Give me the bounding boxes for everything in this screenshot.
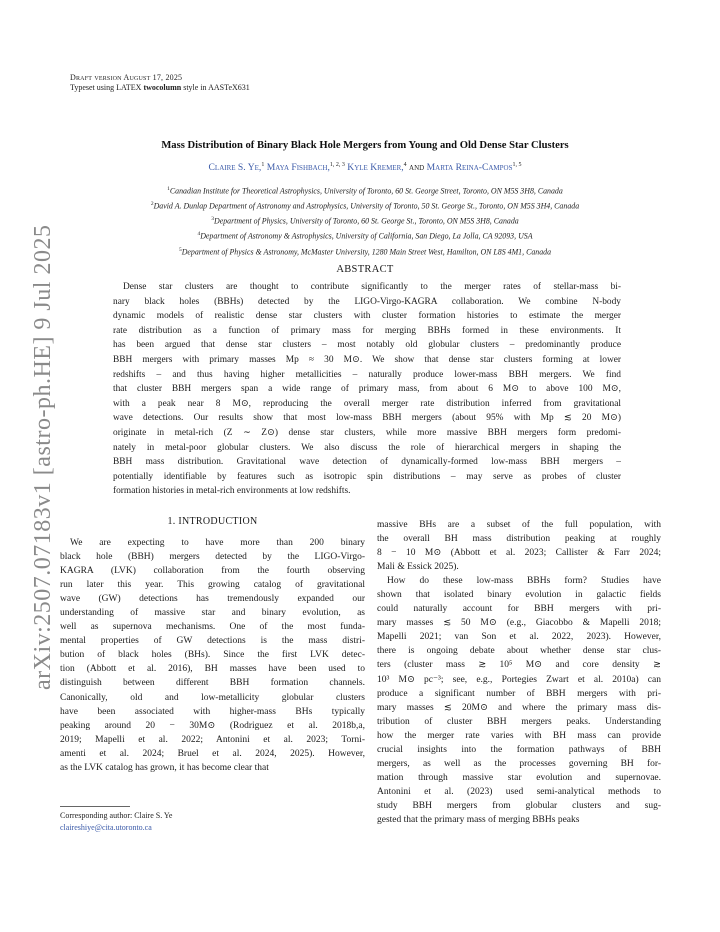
body-line: mary masses ≲ 50 M⊙ (e.g., Giacobbo & Mapelli 2018; — [377, 618, 661, 629]
body-line: How do these low-mass BBHs form? Studies have — [387, 576, 661, 587]
affiliation-marker: 4 — [197, 231, 201, 238]
body-line: understanding of massive star and binary evolution, as — [60, 608, 365, 619]
body-line: shown that isolated binary evolution in galactic fields — [377, 590, 661, 601]
body-line: bution of black holes (BHs). Since the first LVK detec- — [60, 650, 365, 661]
affiliation-line — [40, 213, 690, 228]
corresponding-author-footnote — [60, 810, 172, 834]
body-line: KAGRA (LVK) collaboration from the fourth observing — [60, 566, 365, 577]
body-line: the overall BH mass distribution peaking at roughly — [377, 534, 661, 545]
body-line: 2019; Mapelli et al. 2022; Antonini et al. 2023; Torni- — [60, 734, 365, 745]
author-conjunction: and — [409, 162, 427, 174]
affiliation-line — [40, 183, 690, 198]
author-affiliation-marker: 1, 2, 3 — [329, 162, 345, 168]
author-name[interactable]: Kyle Kremer, — [347, 162, 404, 174]
affiliation-text: Canadian Institute for Theoretical Astrophysics, University of Toronto, 60 St. George Street, Toronto, ON M5S 3H8, Canada — [169, 186, 563, 196]
abstract-line: originate in metal-rich (Z ∼ Z⊙) dense star clusters, while more massive BBH mergers form predomi- — [113, 427, 621, 438]
abstract-line: potentially identifiable by features such as isotropic spin distributions – may serve as probes of cluster — [113, 471, 621, 482]
abstract-line: with a peak near 8 M⊙, reproducing the overall merger rate distribution inferred from gravitational — [113, 398, 621, 409]
body-line: massive BHs are a subset of the full population, with — [377, 520, 661, 530]
abstract-line: rate distribution as a function of primary mass for merging BBHs formed in these environments. It — [113, 325, 621, 336]
body-column-left — [60, 536, 365, 775]
author-name[interactable]: Claire S. Ye, — [208, 162, 262, 174]
body-line: wave (GW) detections has tremendously expanded our — [60, 594, 365, 605]
body-line: Canonically, old and low-metallicity globular clusters — [60, 692, 365, 703]
body-line: We are expecting to have more than 200 binary — [70, 538, 365, 548]
body-line: mental properties of GW detections is the mass distri- — [60, 636, 365, 647]
abstract-body — [113, 280, 621, 499]
abstract-line: formation histories in metal-rich environments at low redshifts. — [113, 486, 351, 497]
abstract-line: wave detections. Our results show that most low-mass BBH mergers (about 95% with Mp ≲ 20 M⊙) — [113, 413, 621, 424]
author-name[interactable]: Marta Reina-Campos — [426, 162, 513, 174]
body-line: have been associated with higher-mass BHs typically — [60, 706, 365, 717]
abstract-line: dynamic models of realistic dense star clusters with cluster formation histories to estimate the merger — [113, 311, 621, 322]
abstract-line: has been argued that dense star clusters – most notably old globular clusters – predominantly produce — [113, 340, 621, 351]
section-heading-introduction: 1. INTRODUCTION — [167, 516, 258, 527]
body-line: there is ongoing debate about whether dense star clus- — [377, 646, 661, 657]
latex-logo: LATEX — [116, 83, 142, 92]
body-line: Mapelli 2021; van Son et al. 2022, 2023). However, — [377, 632, 661, 643]
abstract-line: BBH mass distribution. Gravitational wave detection of dynamically-formed low-mass BBH mergers – — [113, 457, 621, 468]
footnote-divider — [60, 806, 130, 807]
abstract-line: BBH mergers with primary masses Mp ≈ 30 M⊙. We show that dense star clusters forming at lower — [113, 354, 621, 365]
body-line: as the LVK catalog has grown, it has become clear that — [60, 762, 269, 773]
arxiv-identifier-stamp: arXiv:2507.07183v1 [astro-ph.HE] 9 Jul 2025 — [30, 224, 56, 690]
abstract-heading: ABSTRACT — [336, 264, 394, 275]
affiliation-marker: 5 — [178, 246, 182, 253]
author-affiliation-marker: 1, 5 — [512, 162, 522, 168]
body-line: 10³ M⊙ pc⁻³; see, e.g., Portegies Zwart et al. 2010a) can — [377, 674, 661, 685]
author-affiliation-marker: 4 — [403, 162, 407, 168]
typeset-line: Typeset using LATEX twocolumn style in AASTeX631 — [70, 83, 250, 92]
affiliation-text: Department of Physics & Astronomy, McMaster University, 1280 Main Street West, Hamilton, ON L8S 4M1, Canada — [181, 247, 552, 257]
abstract-line: nately in metal-poor globular clusters. We also discuss the role of hierarchical mergers in shaping the — [113, 442, 621, 453]
author-name[interactable]: Maya Fishbach, — [266, 162, 330, 174]
body-line: tion (Abbott et al. 2016), BH masses have been used to — [60, 664, 365, 675]
affiliation-text: Department of Astronomy & Astrophysics, University of California, San Diego, La Jolla, CA 92093, USA — [200, 232, 533, 241]
abstract-line: nary black holes (BBHs) detected by the LIGO-Virgo-KAGRA collaboration. We combine N-body — [113, 296, 621, 307]
author-affiliation-marker: 1 — [261, 162, 265, 168]
affiliation-text: Department of Physics, University of Toronto, 60 St. George St., Toronto, ON M5S 3H8, Canada — [214, 216, 519, 226]
body-line: Mali & Essick 2025). — [377, 562, 459, 573]
abstract-line: that cluster BBH mergers span a wide range of primary mass, from about 6 M⊙ to above 100 M⊙, — [113, 384, 621, 395]
body-line: mergers, as well as the processes governing BH for- — [377, 758, 661, 769]
author-list — [70, 162, 660, 173]
body-line: mation through massive star evolution and supernovae. — [377, 772, 661, 783]
affiliation-marker: 3 — [211, 216, 214, 223]
affiliation-text: David A. Dunlap Department of Astronomy and Astrophysics, University of Toronto, 50 St. George St., Toronto, ON M5S 3H4, Canada — [153, 201, 580, 211]
body-line: could naturally account for BBH mergers with pri- — [377, 604, 661, 615]
draft-header — [70, 73, 250, 93]
body-line: black hole (BBH) mergers detected by the LIGO-Virgo- — [60, 552, 365, 563]
affiliation-marker: 2 — [150, 201, 154, 208]
body-line: gested that the primary mass of merging BBHs peaks — [377, 814, 580, 825]
paper-title: Mass Distribution of Binary Black Hole Mergers from Young and Old Dense Star Clusters — [161, 140, 569, 151]
body-line: mary masses ≲ 20M⊙ and where the primary mass dis- — [377, 702, 661, 713]
draft-version: Draft version August 17, 2025 — [70, 73, 183, 82]
body-line: crucial insights into the formation pathways of BBH — [377, 744, 661, 755]
body-column-right — [377, 518, 661, 827]
body-line: how the merger rate varies with BH mass can provide — [377, 730, 661, 741]
affiliation-line — [40, 198, 690, 213]
body-line: tribution of cluster BBH mergers peaks. Understanding — [377, 716, 661, 727]
body-line: amenti et al. 2024; Bruel et al. 2024, 2025). However, — [60, 748, 365, 759]
body-line: run later this year. This growing catalog of gravitational — [60, 580, 365, 591]
body-line: 8 − 10 M⊙ (Abbott et al. 2023; Callister & Farr 2024; — [377, 548, 661, 559]
affiliation-line — [40, 228, 690, 243]
affiliation-list — [40, 183, 690, 259]
affiliation-marker: 1 — [167, 186, 170, 192]
body-line: Antonini et al. (2023) used semi-analytical methods to — [377, 786, 661, 797]
body-line: ters (cluster mass ≳ 10⁵ M⊙ and core density ≳ — [377, 660, 661, 671]
abstract-line: Dense star clusters are thought to contribute significantly to the merger rates of stellar-mass bi- — [123, 282, 621, 292]
body-line: peaking around 20 − 30M⊙ (Rodriguez et al. 2018b,a, — [60, 720, 365, 731]
body-line: distinguish between different BBH formation channels. — [60, 678, 365, 689]
corresponding-author-label: Corresponding author: Claire S. Ye — [60, 811, 173, 820]
body-line: study BBH mergers from globular clusters and sug- — [377, 800, 661, 811]
abstract-line: redshifts – and thus having higher metallicities – naturally produce lower-mass BBH mergers. We find — [113, 369, 621, 380]
body-line: well as supernova mechanisms. One of the most funda- — [60, 622, 365, 633]
affiliation-line — [40, 244, 690, 259]
corresponding-author-email[interactable]: claireshiye@cita.utoronto.ca — [60, 823, 152, 832]
body-line: produce a significant number of BBH mergers with pri- — [377, 688, 661, 699]
